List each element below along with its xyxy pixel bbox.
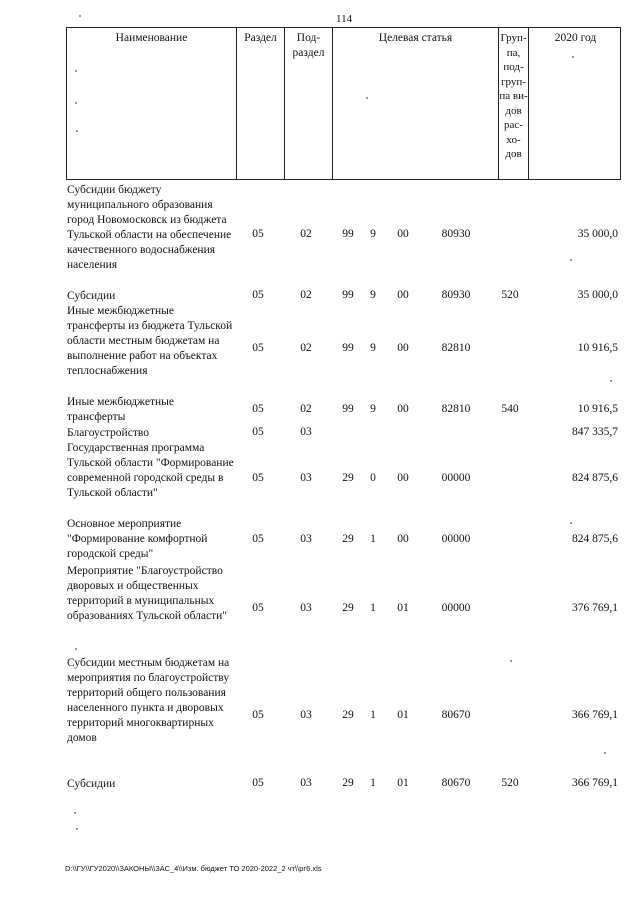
row-podrazdel: 03 bbox=[300, 472, 312, 484]
row-cs-event: 00 bbox=[397, 228, 409, 240]
scan-speck bbox=[570, 259, 572, 261]
row-podrazdel: 03 bbox=[300, 602, 312, 614]
scan-speck bbox=[366, 97, 368, 99]
table-header bbox=[66, 27, 621, 180]
row-cs-direction: 80930 bbox=[441, 228, 471, 240]
header-name: Наименование bbox=[67, 28, 237, 179]
row-cs-program: 99 bbox=[342, 228, 354, 240]
row-cs-subprogram: 9 bbox=[370, 289, 376, 301]
row-vr: 520 bbox=[501, 289, 519, 301]
scan-speck bbox=[76, 130, 78, 132]
scan-speck bbox=[610, 380, 612, 382]
row-cs-direction: 00000 bbox=[441, 472, 471, 484]
header-subsection: Под- раздел bbox=[285, 28, 333, 179]
header-section: Раздел bbox=[237, 28, 285, 179]
row-cs-subprogram: 1 bbox=[370, 533, 376, 545]
page-number: 114 bbox=[336, 13, 353, 25]
row-podrazdel: 02 bbox=[300, 342, 312, 354]
row-cs-event: 00 bbox=[397, 342, 409, 354]
row-razdel: 05 bbox=[252, 342, 264, 354]
row-name: Благоустройство bbox=[67, 427, 149, 439]
row-razdel: 05 bbox=[252, 289, 264, 301]
row-name: Иные межбюджетные трансферты bbox=[67, 396, 174, 423]
row-amount: 824 875,6 bbox=[572, 533, 618, 545]
row-razdel: 05 bbox=[252, 472, 264, 484]
scan-speck bbox=[76, 828, 78, 830]
row-razdel: 05 bbox=[252, 709, 264, 721]
row-razdel: 05 bbox=[252, 602, 264, 614]
row-cs-subprogram: 1 bbox=[370, 709, 376, 721]
row-razdel: 05 bbox=[252, 403, 264, 415]
row-podrazdel: 03 bbox=[300, 709, 312, 721]
row-vr: 520 bbox=[501, 777, 519, 789]
row-razdel: 05 bbox=[252, 228, 264, 240]
row-amount: 10 916,5 bbox=[577, 342, 618, 354]
header-expense-group: Груп- па, под- груп- па ви- дов рас- хо- дов bbox=[499, 28, 529, 179]
row-cs-direction: 82810 bbox=[441, 342, 471, 354]
scan-speck bbox=[75, 102, 77, 104]
row-cs-subprogram: 1 bbox=[370, 777, 376, 789]
row-amount: 366 769,1 bbox=[572, 709, 618, 721]
row-name: Субсидии бюджету муниципального образования город Новомосковск из бюджета Тульской области на обеспечение качественного водоснабжения населения bbox=[67, 184, 232, 271]
scan-speck bbox=[74, 812, 76, 814]
row-cs-event: 01 bbox=[397, 709, 409, 721]
row-podrazdel: 02 bbox=[300, 403, 312, 415]
row-cs-program: 29 bbox=[342, 533, 354, 545]
row-podrazdel: 03 bbox=[300, 777, 312, 789]
row-cs-event: 00 bbox=[397, 403, 409, 415]
row-cs-program: 29 bbox=[342, 472, 354, 484]
scan-speck bbox=[75, 70, 77, 72]
row-cs-program: 99 bbox=[342, 289, 354, 301]
row-amount: 376 769,1 bbox=[572, 602, 618, 614]
row-name: Государственная программа Тульской области "Формирование современной городской среды в Тульской области" bbox=[67, 442, 234, 499]
row-cs-subprogram: 0 bbox=[370, 472, 376, 484]
row-podrazdel: 02 bbox=[300, 228, 312, 240]
row-name: Субсидии bbox=[67, 290, 116, 302]
row-cs-event: 01 bbox=[397, 602, 409, 614]
scan-speck bbox=[79, 15, 81, 17]
row-cs-direction: 80930 bbox=[441, 289, 471, 301]
scan-speck bbox=[75, 648, 77, 650]
scan-speck bbox=[570, 522, 572, 524]
row-podrazdel: 02 bbox=[300, 289, 312, 301]
row-razdel: 05 bbox=[252, 426, 264, 438]
header-target-article: Целевая статья bbox=[333, 28, 499, 179]
row-cs-event: 00 bbox=[397, 533, 409, 545]
row-cs-program: 99 bbox=[342, 403, 354, 415]
row-cs-program: 29 bbox=[342, 709, 354, 721]
row-amount: 366 769,1 bbox=[572, 777, 618, 789]
scan-speck bbox=[510, 660, 512, 662]
row-podrazdel: 03 bbox=[300, 426, 312, 438]
row-razdel: 05 bbox=[252, 533, 264, 545]
row-name: Иные межбюджетные трансферты из бюджета Тульской области местным бюджетам на выполнение работ на объектах теплоснабжения bbox=[67, 305, 233, 377]
scan-speck bbox=[604, 752, 606, 754]
row-amount: 35 000,0 bbox=[577, 228, 618, 240]
row-cs-direction: 00000 bbox=[441, 602, 471, 614]
row-cs-program: 29 bbox=[342, 777, 354, 789]
row-cs-event: 00 bbox=[397, 289, 409, 301]
file-path-footer: D:\\ГУ\\ГУ2020\\ЗАКОНЫ\\ЗАС_4\\Изм. бюджет ТО 2020-2022_2 чт\\рг6.xls bbox=[65, 864, 322, 873]
row-podrazdel: 03 bbox=[300, 533, 312, 545]
row-amount: 10 916,5 bbox=[577, 403, 618, 415]
row-cs-subprogram: 9 bbox=[370, 403, 376, 415]
row-cs-program: 99 bbox=[342, 342, 354, 354]
header-year: 2020 год bbox=[554, 32, 597, 44]
row-cs-direction: 00000 bbox=[441, 533, 471, 545]
row-cs-event: 01 bbox=[397, 777, 409, 789]
row-cs-direction: 82810 bbox=[441, 403, 471, 415]
scan-speck bbox=[572, 56, 574, 58]
row-name: Мероприятие "Благоустройство дворовых и общественных территорий в муниципальных образованиях Тульской области" bbox=[67, 565, 227, 622]
row-razdel: 05 bbox=[252, 777, 264, 789]
row-amount: 35 000,0 bbox=[577, 289, 618, 301]
row-name: Основное мероприятие "Формирование комфортной городской среды" bbox=[67, 518, 208, 560]
row-name: Субсидии местным бюджетам на мероприятия по благоустройству территорий общего пользования населенного пункта и дворовых территорий многоквартирных домов bbox=[67, 657, 230, 744]
row-vr: 540 bbox=[501, 403, 519, 415]
row-cs-program: 29 bbox=[342, 602, 354, 614]
row-cs-subprogram: 9 bbox=[370, 342, 376, 354]
row-amount: 824 875,6 bbox=[572, 472, 618, 484]
row-name: Субсидии bbox=[67, 778, 116, 790]
row-amount: 847 335,7 bbox=[572, 426, 618, 438]
row-cs-event: 00 bbox=[397, 472, 409, 484]
row-cs-subprogram: 1 bbox=[370, 602, 376, 614]
row-cs-direction: 80670 bbox=[441, 777, 471, 789]
row-cs-direction: 80670 bbox=[441, 709, 471, 721]
row-cs-subprogram: 9 bbox=[370, 228, 376, 240]
